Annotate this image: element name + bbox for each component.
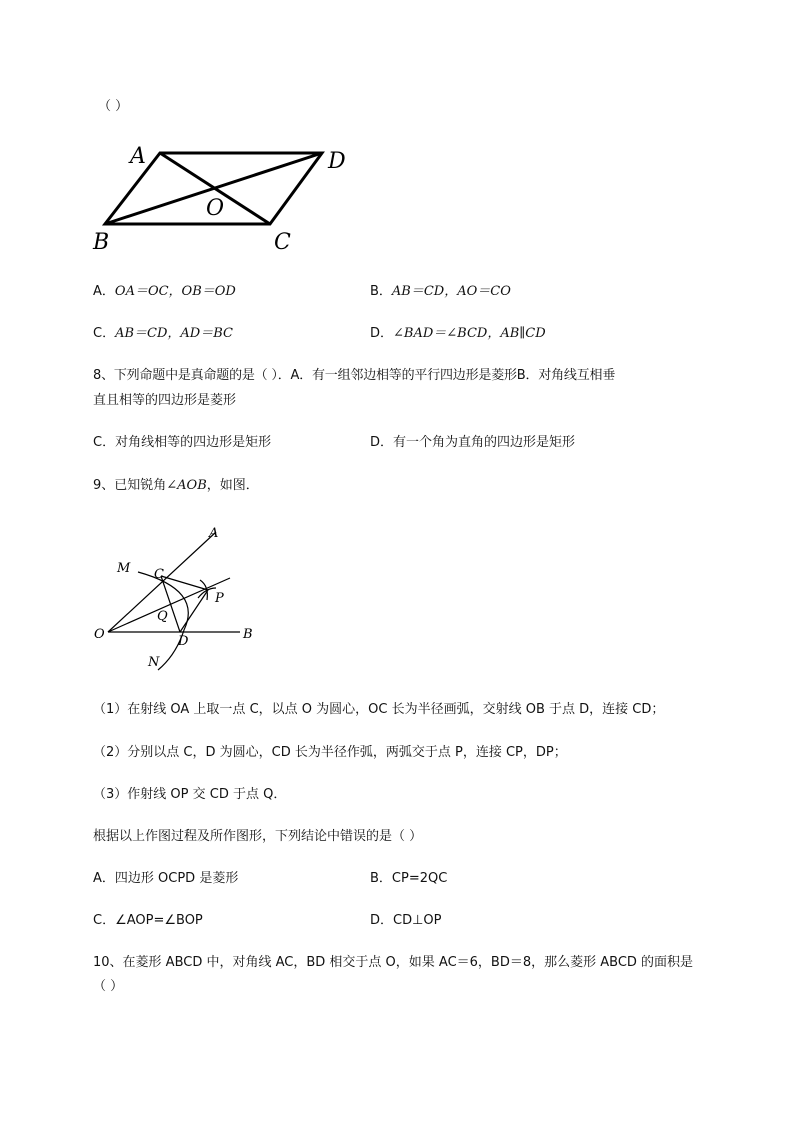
label-o: O (206, 196, 225, 221)
q9-option-a: A．四边形 OCPD 是菱形 (93, 871, 239, 886)
label-b: B (243, 627, 253, 642)
q7-option-d-text: ∠BAD＝∠BCD，AB∥CD (393, 326, 546, 341)
q9-stem-angle: ∠AOB (166, 478, 207, 493)
q9-step-3: （3）作射线 OP 交 CD 于点 Q． (93, 787, 287, 802)
q7-option-c-text: AB＝CD，AD＝BC (115, 326, 233, 341)
q7-bracket: （ ） (98, 99, 129, 114)
q8-option-c: C．对角线相等的四边形是矩形 (93, 435, 272, 450)
q7-option-c (93, 324, 233, 344)
label-a: A (209, 526, 219, 541)
q9-construction-figure (88, 520, 268, 680)
q9-stem (93, 476, 259, 496)
q9-option-b: B．CP=2QC (370, 871, 448, 886)
label-q: Q (157, 609, 168, 624)
label-p: P (215, 591, 224, 606)
label-o: O (94, 627, 105, 642)
label-a: A (130, 144, 146, 169)
label-c: C (154, 567, 164, 582)
label-d: D (328, 149, 346, 174)
q7-parallelogram-figure (88, 135, 368, 265)
q7-option-b-text: AB＝CD，AO＝CO (391, 284, 511, 299)
q10-stem-line1: 10、在菱形 ABCD 中，对角线 AC，BD 相交于点 O，如果 AC＝6，BD＝8，那么菱形 ABCD 的面积是 (93, 955, 694, 970)
q9-step-2: （2）分别以点 C，D 为圆心，CD 长为半径作弧，两弧交于点 P，连接 CP，DP； (93, 745, 567, 760)
label-c: C (274, 230, 291, 255)
q9-option-d: D．CD⊥OP (370, 913, 442, 928)
q7-option-a-prefix: A． (93, 284, 115, 299)
label-b: B (93, 230, 110, 255)
q8-stem-line2: 直且相等的四边形是菱形 (93, 393, 237, 408)
q9-option-c: C．∠AOP=∠BOP (93, 913, 203, 928)
q9-question: 根据以上作图过程及所作图形，下列结论中错误的是（ ） (93, 829, 423, 844)
q7-option-a-text: OA＝OC，OB＝OD (114, 284, 236, 299)
q7-option-c-prefix: C． (93, 326, 116, 341)
q9-stem-post: ，如图． (206, 478, 259, 493)
ray-op (108, 578, 230, 632)
label-m: M (117, 561, 131, 576)
segment-dp (180, 590, 208, 632)
q7-option-b-prefix: B． (370, 284, 392, 299)
q8-option-d: D．有一个角为直角的四边形是矩形 (370, 435, 576, 450)
q7-option-d (370, 324, 546, 344)
q9-step-1: （1）在射线 OA 上取一点 C，以点 O 为圆心，OC 长为半径画弧，交射线 OB 于点 D，连接 CD； (93, 702, 665, 717)
q9-stem-pre: 9、已知锐角 (93, 478, 167, 493)
label-d: D (178, 634, 189, 649)
segment-cp (161, 576, 208, 590)
q8-stem-line1: 8、下列命题中是真命题的是（ ）．A．有一组邻边相等的平行四边形是菱形B．对角线互相垂 (93, 368, 616, 383)
q10-stem-line2: （ ） (93, 979, 124, 994)
q7-option-b (370, 282, 511, 302)
q7-option-d-prefix: D． (370, 326, 394, 341)
label-n: N (148, 655, 160, 670)
q7-option-a (93, 282, 236, 302)
